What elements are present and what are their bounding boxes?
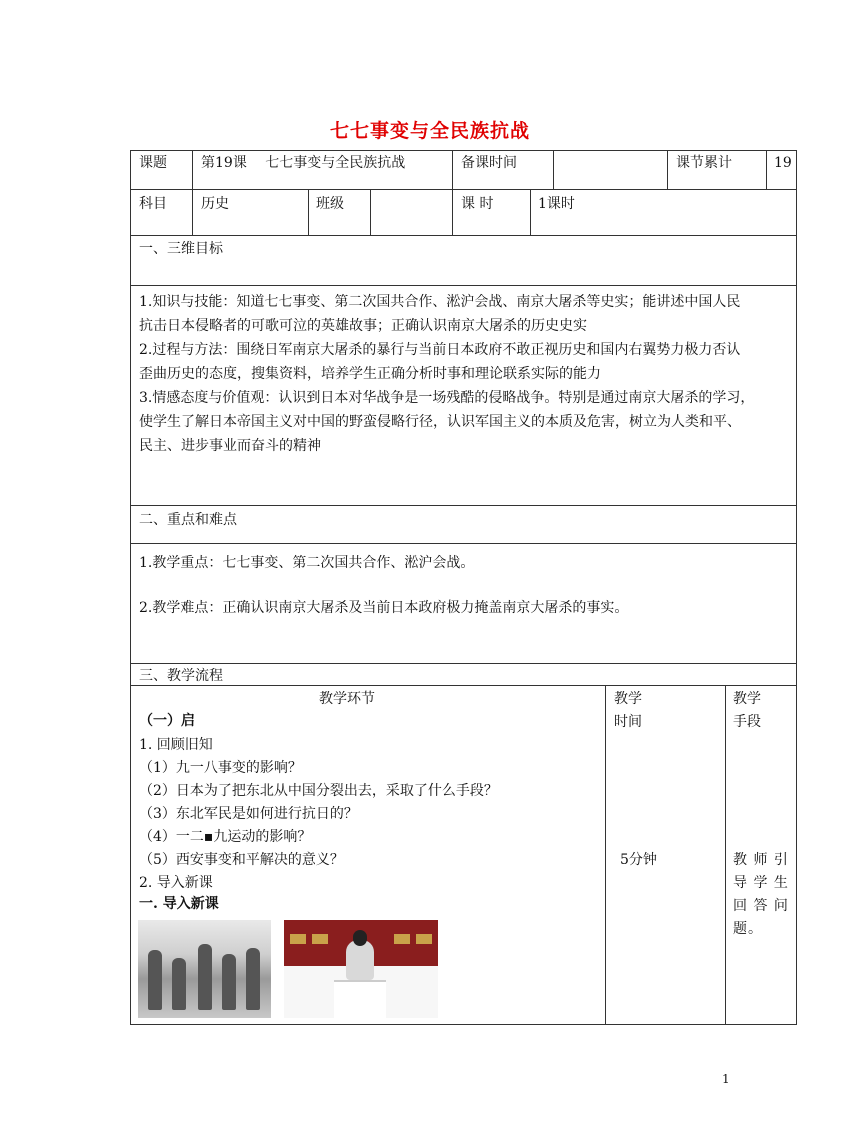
- col-divider: [530, 189, 531, 235]
- col-divider: [370, 189, 371, 235]
- objective-line: 民主、进步事业而奋斗的精神: [139, 438, 321, 454]
- objective-line: 3.情感态度与价值观：认识到日本对华战争是一场残酷的侵略战争。特别是通过南京大屠杀的学习，: [139, 390, 755, 406]
- method-line: 题。: [733, 921, 763, 937]
- question-item: （4）一二▪九运动的影响？: [139, 829, 312, 845]
- label-subject: 科目: [139, 196, 167, 212]
- photo-speaker-head: [353, 930, 367, 946]
- subject-value: 历史: [201, 196, 229, 212]
- label-topic: 课题: [139, 155, 167, 171]
- col-divider: [553, 150, 554, 189]
- col-header-time-2: 时间: [614, 714, 642, 730]
- row-divider: [130, 543, 796, 544]
- objective-line: 1.知识与技能：知道七七事变、第二次国共合作、淞沪会战、南京大屠杀等史实；能讲述中国人民: [139, 294, 741, 310]
- objective-line: 歪曲历史的态度，搜集资料，培养学生正确分析时事和理论联系实际的能力: [139, 366, 601, 382]
- row-divider: [130, 189, 796, 190]
- photo-figure: [198, 944, 212, 1010]
- section-heading-flow: 三、教学流程: [139, 668, 223, 684]
- label-class: 班级: [316, 196, 344, 212]
- table-border-left: [130, 150, 131, 1025]
- row-divider: [130, 285, 796, 286]
- col-divider: [192, 150, 193, 235]
- col-divider: [452, 150, 453, 235]
- objective-line: 抗击日本侵略者的可歌可泣的英雄故事；正确认识南京大屠杀的历史史实: [139, 318, 587, 334]
- page-number: 1: [722, 1072, 730, 1086]
- intro-heading: 2. 导入新课: [139, 875, 213, 891]
- label-hours: 课 时: [461, 196, 494, 212]
- part-heading: （一）启: [139, 713, 195, 729]
- key-point-text: 1.教学重点：七七事变、第二次国共合作、淞沪会战。: [139, 555, 475, 571]
- lesson-topic: 第19课 七七事变与全民族抗战: [201, 155, 406, 171]
- col-header-time-1: 教学: [614, 691, 642, 707]
- objectives-text: [139, 290, 794, 458]
- ceremony-photo: [284, 920, 438, 1018]
- method-line: 回 答 问: [733, 898, 789, 914]
- col-divider: [667, 150, 668, 189]
- col-divider: [605, 685, 606, 1024]
- method-line: 导 学 生: [733, 875, 789, 891]
- photo-speaker: [346, 940, 374, 980]
- question-item: （5）西安事变和平解决的意义？: [139, 852, 344, 868]
- photo-figure: [246, 948, 260, 1010]
- review-heading: 1. 回顾旧知: [139, 737, 213, 753]
- table-border-bottom: [130, 1024, 796, 1025]
- label-prep-time: 备课时间: [461, 155, 517, 171]
- lesson-count-value: 19: [774, 155, 792, 171]
- col-header-method-1: 教学: [733, 691, 761, 707]
- row-divider: [130, 505, 796, 506]
- photo-figure: [148, 950, 162, 1010]
- objective-line: 使学生了解日本帝国主义对中国的野蛮侵略行径，认识军国主义的本质及危害，树立为人类和平、: [139, 414, 741, 430]
- intro-heading-bold: 一. 导入新课: [139, 896, 219, 912]
- row-divider: [130, 685, 796, 686]
- question-item: （2）日本为了把东北从中国分裂出去，采取了什么手段？: [139, 783, 498, 799]
- duration-value: 5分钟: [620, 852, 657, 868]
- col-divider: [308, 189, 309, 235]
- table-border-top: [130, 150, 796, 151]
- section-heading-objectives: 一、三维目标: [139, 241, 223, 257]
- row-divider: [130, 663, 796, 664]
- historical-photo: [138, 920, 271, 1018]
- method-line: 教 师 引: [733, 852, 789, 868]
- col-header-method-2: 手段: [733, 714, 761, 730]
- question-item: （3）东北军民是如何进行抗日的？: [139, 806, 358, 822]
- col-divider: [725, 685, 726, 1024]
- hours-value: 1课时: [538, 196, 575, 212]
- difficulty-text: 2.教学难点：正确认识南京大屠杀及当前日本政府极力掩盖南京大屠杀的事实。: [139, 600, 629, 616]
- photo-figure: [222, 954, 236, 1010]
- photo-figure: [172, 958, 186, 1010]
- col-header-steps: 教学环节: [319, 691, 375, 707]
- row-divider: [130, 235, 796, 236]
- col-divider: [766, 150, 767, 189]
- photo-podium: [334, 980, 386, 1018]
- section-heading-keypoints: 二、重点和难点: [139, 512, 237, 528]
- objective-line: 2.过程与方法：围绕日军南京大屠杀的暴行与当前日本政府不敢正视历史和国内右翼势力极力否认: [139, 342, 741, 358]
- document-title: 七七事变与全民族抗战: [329, 120, 530, 142]
- label-lesson-count: 课节累计: [676, 155, 732, 171]
- question-item: （1）九一八事变的影响？: [139, 760, 302, 776]
- table-border-right: [796, 150, 797, 1025]
